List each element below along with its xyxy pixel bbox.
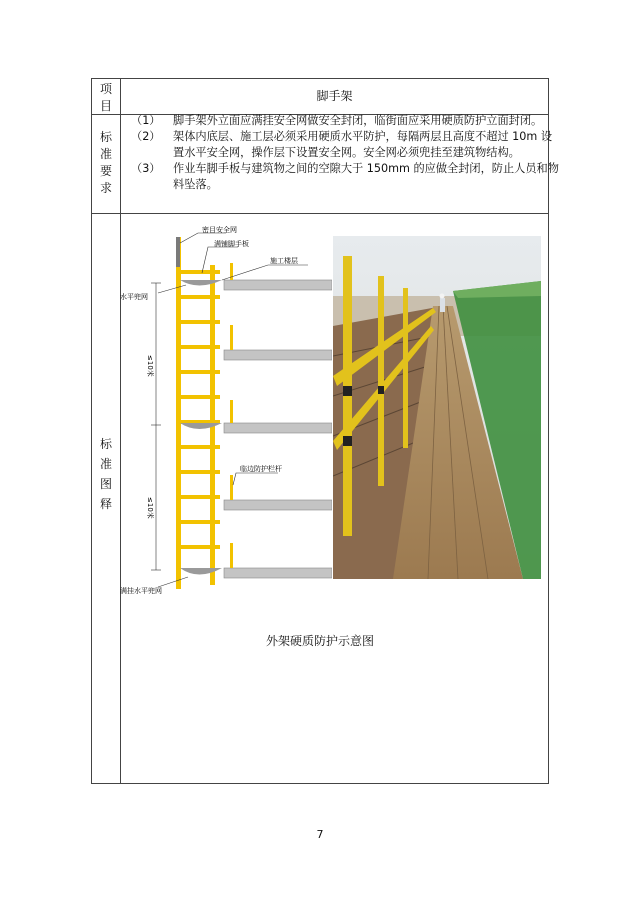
row-divider-2 <box>92 213 548 214</box>
page-number: 7 <box>316 828 324 841</box>
spacing-label-upper: ≤10米 <box>146 355 154 377</box>
item-label: 项 目 <box>99 82 112 113</box>
requirement-item: （2） 架体内底层、施工层必须采用硬质水平防护，每隔两层且高度不超过 10m 设置水平安全网，操作层下设置安全网。安全网必须兜挂至建筑物结构。 <box>131 130 553 159</box>
mesh-net-top <box>176 237 180 267</box>
figure-label: 标 准 图 释 <box>99 437 112 511</box>
dimension-lines <box>151 283 161 570</box>
full-board-label: 满铺脚手板 <box>214 240 249 248</box>
floor-slabs <box>224 280 332 578</box>
table-title: 脚手架 <box>316 89 353 103</box>
figure-caption: 外架硬质防护示意图 <box>265 634 374 648</box>
requirement-item: （1） 脚手架外立面应满挂安全网做安全封闭，临街面应采用硬质防护立面封闭。 <box>131 114 543 127</box>
edge-guardrail-label: 临边防护栏杆 <box>240 465 282 473</box>
full-horizontal-net-label: 满挂水平兜网 <box>120 587 162 595</box>
scaffold-diagram <box>118 225 332 597</box>
mesh-net-label: 密目安全网 <box>202 226 237 234</box>
construction-floor-label: 施工楼层 <box>270 257 298 265</box>
requirements-list <box>131 113 559 213</box>
outer-post <box>176 237 181 589</box>
horizontal-nets <box>180 280 222 575</box>
requirements-label: 标 准 要 求 <box>99 130 112 195</box>
scaffold-walkway-photo <box>333 236 541 579</box>
requirement-item: （3） 作业车脚手板与建筑物之间的空隙大于 150mm 的应做全封闭，防止人员和物料坠落。 <box>131 162 559 191</box>
edge-guardrails <box>230 263 233 568</box>
spacing-label-lower: ≤10米 <box>146 497 154 519</box>
horizontal-net-label: 水平兜网 <box>120 293 148 301</box>
